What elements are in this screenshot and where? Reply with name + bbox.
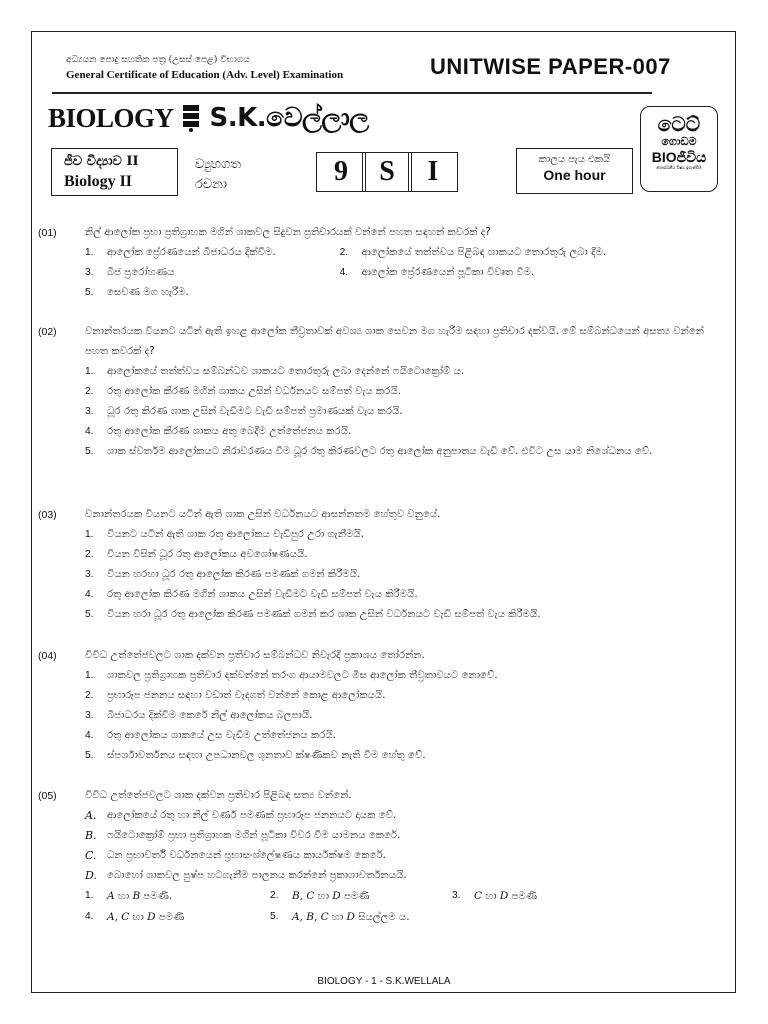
option-number: 2. — [339, 247, 349, 258]
option-4[interactable] — [85, 907, 270, 928]
option-conj: හා — [114, 891, 133, 902]
statement-letter: B. — [85, 829, 97, 842]
option-number: 3. — [85, 569, 94, 580]
question-number: (02) — [38, 326, 57, 338]
option-letters-b: B — [132, 890, 141, 902]
time-sinhala: කාලය පැය එකයි — [538, 154, 611, 165]
question-text: විවිධ උත්තේජවලට ශාක දක්වන ප්‍රතිචාර සම්බන්ධව නිවැරදි ප්‍රකාශය තෝරන්න. — [85, 650, 425, 661]
question-text: වනාන්තරයක වියනට යටින් ඇති ශාක උසින් වර්ධනයට ආසන්නතම හේතුව වනුයේ. — [85, 509, 441, 520]
question-text: වනාන්තරයක වියනට යටින් ඇති ඉහළ ආලෝක තීව්‍රතාවක් අවශ්‍ය ශාක සෙවන මග හැරීම සඳහා ප්‍රතිචාර දක්වයි. මේ සම්බන්ධයෙන් අසත්‍ය වන්නේ පහත කවරක් ද? — [85, 326, 705, 357]
option-text: ප්‍රභාරූප ජනනය සඳහා වඩාත් වැදගත් වන්නේ කොළ ආලෝකයයි. — [107, 690, 386, 701]
time-box — [516, 148, 633, 194]
question-01 — [38, 223, 718, 303]
option-text: වියනට යටින් ඇති ශාක රතු ආලෝකය වැඩිපුර උරා ගැනීමයි. — [107, 529, 364, 540]
question-05 — [38, 786, 718, 928]
option-3[interactable] — [85, 706, 718, 726]
option-number: 4. — [85, 426, 94, 437]
option-text: රතු ආලෝක කිරණ මගින් ශාකය උසින් වර්ධනයට සම්පත් වැය කරයි. — [107, 386, 401, 397]
option-5[interactable] — [85, 605, 718, 625]
statement-c — [85, 846, 718, 866]
option-conj: හා — [482, 891, 500, 902]
option-tail: සියල්ලම ය. — [354, 912, 410, 923]
option-number: 5. — [85, 446, 94, 457]
header-divider — [52, 92, 652, 94]
option-text: ශාක ස්වර්තම ආලෝකයට නිරාවරණය වීම ධූර රතු කිරණවලට රතු ආලෝක අනුපාතය වැඩි වේ. එවිට උස යාම නිශේධනය වේ. — [107, 446, 653, 457]
option-letters-a: A — [107, 890, 115, 902]
option-number: 3. — [85, 406, 94, 417]
option-number: 5. — [85, 609, 94, 620]
option-5[interactable] — [85, 746, 718, 766]
option-letters-b: D — [147, 911, 156, 923]
logo-line1: ටෙට් — [657, 112, 701, 136]
option-3[interactable] — [85, 565, 718, 585]
logo-line4: ගෞරවනීය විෂය ඉගැන්වීම — [656, 165, 702, 170]
option-text: වියන හරහා ධූර රතු ආලෝක කිරණ පමණක් ගමන් කිරීමයි. — [107, 569, 361, 580]
paper-type — [195, 155, 295, 195]
option-3[interactable] — [85, 263, 340, 283]
exam-title-english: General Certificate of Education (Adv. Level) Examination — [66, 69, 344, 81]
statement-d — [85, 866, 718, 886]
statement-text: බොහෝ ශාකවල පුෂ්ප හටගැනීම පාලනය කරන්නේ ප්‍රකාශාවර්තනයයි. — [107, 870, 407, 881]
subject-box — [51, 148, 178, 196]
option-letters-a: A, B, C — [292, 911, 329, 923]
option-4[interactable] — [85, 726, 718, 746]
question-number: (04) — [38, 650, 57, 662]
option-number: 2. — [85, 690, 94, 701]
option-text: ධූර රතු කිරණ ශාක උසින් වැඩීමට වැඩි සම්පත් ප්‍රමාණයක් වැය කරයි. — [107, 406, 403, 417]
option-number: 5. — [270, 911, 279, 922]
option-conj: හා — [314, 891, 333, 902]
option-letters-a: C — [474, 890, 483, 902]
paper-title: UNITWISE PAPER-007 — [430, 54, 671, 79]
option-number: 1. — [85, 366, 94, 377]
option-2[interactable] — [270, 886, 452, 907]
option-1[interactable] — [85, 362, 718, 382]
option-number: 1. — [85, 670, 94, 681]
option-1[interactable] — [85, 525, 718, 545]
option-text: රතු ආලෝක කිරණ මගින් ශාකය උසින් වැඩීමට වැඩි සම්පත් වැය කිරීමයි. — [107, 589, 418, 600]
option-text: ශාකවල ප්‍රතිග්‍රාහක ප්‍රතිචාර දක්වන්නේ තරංග ආයාමවලට මිස ආලෝක තීව්‍රතාවයට නොවේ. — [107, 670, 498, 681]
option-tail: පමණි — [340, 891, 370, 902]
option-number: 1. — [85, 529, 94, 540]
option-number: 5. — [85, 287, 94, 298]
option-letters-a: B, C — [292, 890, 315, 902]
brand-biology-text: BIOLOGY — [48, 102, 174, 133]
option-number: 4. — [85, 730, 94, 741]
option-5[interactable] — [85, 442, 718, 462]
paper-type-line1: ව්‍යුහගත — [195, 157, 241, 172]
option-number: 2. — [85, 386, 94, 397]
option-text: වියන හරා ධූර රතු ආලෝක කිරණ පමණක් ගමන් කර ශාක උසින් වර්ධනයට වැඩි සම්පත් වැය කිරීමයි. — [107, 609, 541, 620]
option-3[interactable] — [85, 402, 718, 422]
question-03 — [38, 505, 718, 625]
option-number: 4. — [339, 267, 349, 278]
option-2[interactable] — [340, 243, 718, 263]
option-number: 3. — [85, 710, 94, 721]
code-box-1: 9 — [316, 152, 366, 192]
question-number: (05) — [38, 790, 57, 802]
exam-title-sinhala: අධ්‍යයන පොදු සහතික පත්‍ර (උසස් පෙළ) විභාගය — [66, 55, 250, 65]
option-1[interactable] — [85, 243, 340, 263]
option-number: 1. — [85, 247, 94, 258]
statement-text: ෆයිටොක්‍රෝම් ප්‍රභා ප්‍රතිග්‍රාහක මගින් පූටිකා විවර වීම යාමනය කෙරේ. — [107, 830, 401, 841]
option-text: ස්පර්ශාවර්තනය සඳහා උපධානවල ශුනතාව ක්ෂණිකව නැති වීම හේතු වේ. — [107, 750, 426, 761]
option-1[interactable] — [85, 886, 270, 907]
option-text: සෙවණ මග හැරීම. — [107, 287, 189, 298]
option-tail: පමණි. — [140, 891, 173, 902]
question-text: විවිධ උත්තේජවලට ශාක දක්වන ප්‍රතිචාර පිළිබඳ සත්‍ය වන්නේ. — [85, 790, 352, 801]
statement-letter: D. — [85, 869, 97, 882]
statement-a — [85, 806, 718, 826]
option-2[interactable] — [85, 686, 718, 706]
option-5[interactable] — [270, 907, 542, 928]
brand-banner — [48, 100, 369, 136]
option-2[interactable] — [85, 545, 718, 565]
page-footer: BIOLOGY - 1 - S.K.WELLALA — [317, 976, 451, 987]
statement-text: ධන ප්‍රභාවර්ති වර්ධනයෙන් ප්‍රභාසංශ්ලේෂණය කාර්යක්ෂම කෙරේ. — [107, 850, 386, 861]
option-4[interactable] — [85, 585, 718, 605]
logo-line2: ගොඩම — [661, 135, 697, 148]
question-number: (03) — [38, 509, 57, 521]
option-5[interactable] — [85, 283, 718, 303]
option-number: 1. — [85, 890, 94, 901]
option-number: 2. — [270, 890, 279, 901]
option-number: 4. — [85, 911, 94, 922]
logo-line3: BIOජීවිය — [651, 149, 707, 165]
question-04 — [38, 646, 718, 766]
option-letters-b: D — [346, 911, 355, 923]
option-4[interactable] — [340, 263, 718, 283]
option-4[interactable] — [85, 422, 718, 442]
option-conj: හා — [328, 912, 347, 923]
option-number: 3. — [452, 890, 461, 901]
option-text: රතු ආලෝකය ශාකයේ උස වැඩීම උත්තේජනය කරයි. — [107, 730, 336, 741]
option-number: 2. — [85, 549, 94, 560]
option-number: 3. — [85, 267, 94, 278]
option-tail: පමණි — [508, 891, 538, 902]
option-letters-b: D — [332, 890, 341, 902]
statement-b — [85, 826, 718, 846]
statement-text: ආලෝකයේ රතු හා නිල් වර්ණ පමණක් ප්‍රභාරූප ජනනයට දායක වේ. — [107, 810, 397, 821]
option-text: බීජාධරය දික්වීම කෙරේ නිල් ආලෝකය බලපායි. — [107, 710, 313, 721]
question-02 — [38, 322, 718, 462]
option-conj: හා — [129, 912, 148, 923]
code-box-3: I — [408, 152, 458, 192]
option-text: ආලෝක ප්‍රේරණයෙන් පූටිකා විවෘත වීම. — [361, 267, 535, 278]
option-2[interactable] — [85, 382, 718, 402]
option-3[interactable] — [452, 886, 624, 907]
statement-letter: C. — [85, 849, 97, 862]
option-tail: පමණි — [155, 912, 185, 923]
option-text: රතු ආලෝක කිරණ ශාකය අතු බෙදීම උත්තේජනය කරයි. — [107, 426, 352, 437]
publisher-logo — [640, 106, 718, 192]
option-text: ආලෝකයේ තත්ත්වය පිළිබඳ ශාකයට තොරතුරු ලබා දීම. — [361, 247, 607, 258]
statement-letter: A. — [85, 809, 97, 822]
option-text: බීජ ප්‍රරෝහණය — [107, 267, 175, 278]
option-text: ආලෝකයේ තත්ත්වය සම්බන්ධව ශාකයට තොරතුරු ලබා දෙන්නේ ෆයිටොක්‍රෝම් ය. — [107, 366, 465, 377]
option-text: වියන විසින් ධූර රතු ආලෝකය අවශෝෂණයයි. — [107, 549, 308, 560]
author-name: S.K.වෙල්ලාල — [209, 102, 369, 133]
option-number: 4. — [85, 589, 94, 600]
seal-icon — [180, 103, 202, 133]
option-number: 5. — [85, 750, 94, 761]
option-letters-b: D — [499, 890, 509, 902]
option-text: ආලෝක ප්‍රේරණයෙන් බීජාධරය දික්වීම. — [107, 247, 276, 258]
code-box-2: S — [362, 152, 412, 192]
option-1[interactable] — [85, 666, 718, 686]
subject-sinhala: ජීව විද්‍යාව II — [64, 154, 139, 169]
time-english: One hour — [543, 167, 606, 183]
paper-type-line2: රචනා — [195, 177, 228, 192]
question-number: (01) — [38, 227, 57, 239]
subject-english: Biology II — [64, 173, 133, 190]
option-letters-a: A, C — [107, 911, 130, 923]
question-text: නිල් ආලෝක ප්‍රභා ප්‍රතිග්‍රාහක මගින් ශාකවල සිදුවන ප්‍රතිචාරයක් වන්නේ පහත සඳහන් කවරක් ද? — [85, 227, 491, 238]
